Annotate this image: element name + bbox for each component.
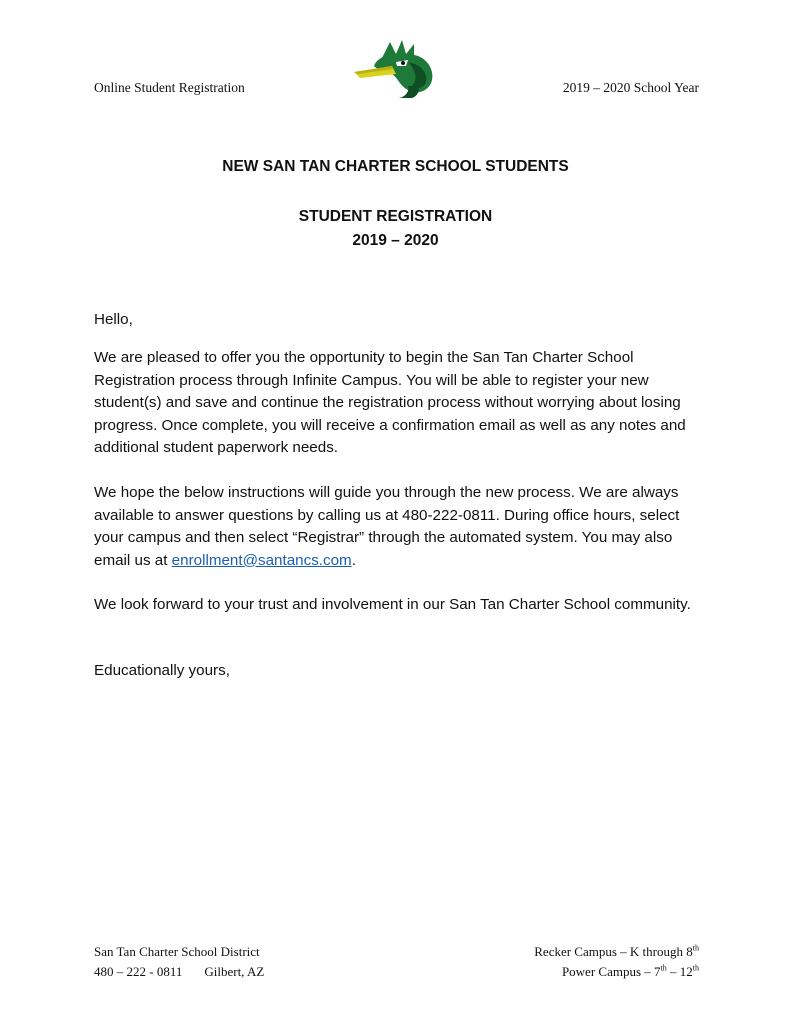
document-year: 2019 – 2020	[352, 232, 439, 249]
letter-closing: Educationally yours,	[94, 662, 230, 679]
document-title: NEW SAN TAN CHARTER SCHOOL STUDENTS	[222, 158, 569, 175]
header-left-text: Online Student Registration	[94, 80, 245, 95]
letter-paragraph-3: We look forward to your trust and involvement in our San Tan Charter School community.	[94, 596, 691, 613]
footer-left	[94, 942, 264, 982]
footer-district: San Tan Charter School District	[94, 944, 260, 959]
paragraph-2-text: We hope the below instructions will guide you through the new process. We are always available to answer questions by calling us at 480-222-0811. During office hours, select your campus and then select “Registrar” through the automated system. You may also email us at	[94, 484, 680, 569]
document-subtitle: STUDENT REGISTRATION	[298, 208, 493, 225]
email-link[interactable]: enrollment@santancs.com	[171, 551, 352, 569]
letter-greeting: Hello,	[94, 311, 133, 328]
letter-paragraph-2	[94, 482, 694, 572]
footer-right	[534, 942, 699, 982]
letter-paragraph-1: We are pleased to offer you the opportunity to begin the San Tan Charter School Registration process through Infinite Campus. You will be able to register your new student(s) and save and continue the registration process without worrying about losing progress. Once complete, you will receive a confirmation email as well as any notes and additional student paperwork needs.	[94, 349, 686, 456]
recker-superscript: th	[692, 943, 699, 953]
power-campus-text: Power Campus – 7	[561, 964, 661, 979]
power-superscript-1: th	[660, 963, 667, 973]
power-superscript-2: th	[692, 963, 699, 973]
footer-phone: 480 – 222 - 0811	[94, 964, 183, 979]
header-right-text: 2019 – 2020 School Year	[562, 80, 699, 95]
paragraph-2-tail: .	[351, 551, 356, 569]
footer-recker-campus	[534, 942, 699, 962]
recker-campus-text: Recker Campus – K through 8	[534, 944, 693, 959]
roadrunner-mascot-icon	[352, 40, 442, 98]
power-campus-range: – 12	[666, 964, 693, 979]
footer-power-campus	[534, 962, 699, 982]
footer-contact	[94, 962, 264, 982]
footer-city: Gilbert, AZ	[204, 964, 265, 979]
